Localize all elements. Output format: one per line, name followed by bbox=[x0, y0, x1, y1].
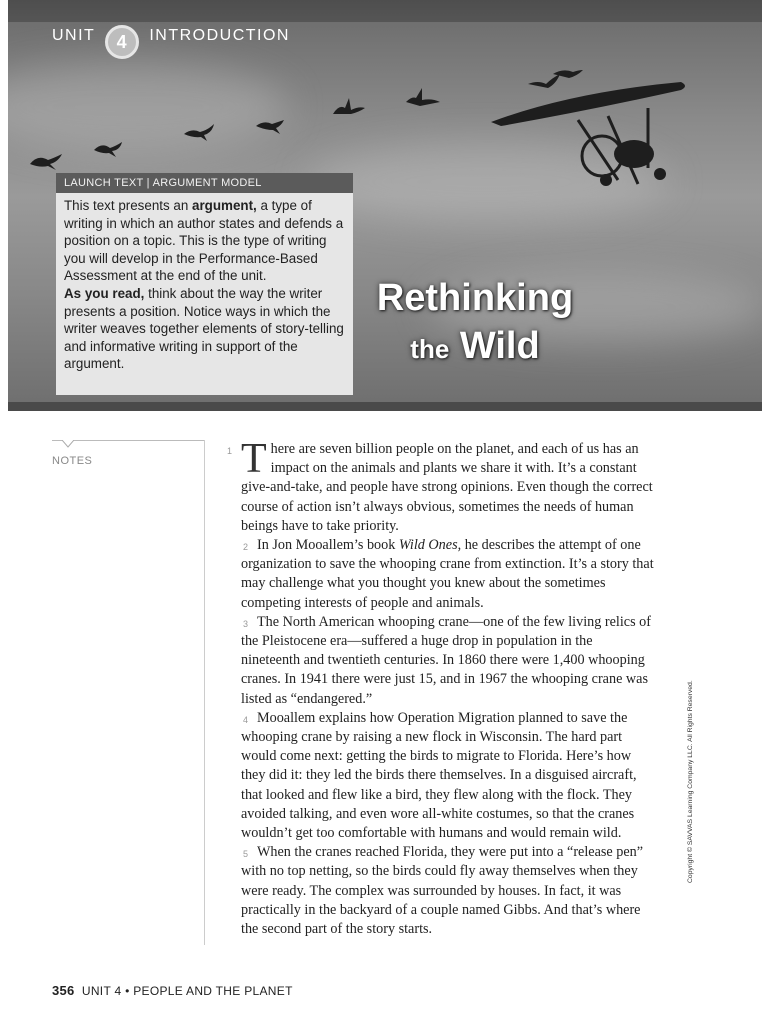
copyright-notice bbox=[683, 678, 695, 883]
drop-cap: T bbox=[241, 436, 267, 482]
unit-word: UNIT bbox=[52, 27, 96, 44]
paragraph-number: 5 bbox=[243, 849, 249, 860]
paragraph-4: 4 Mooallem explains how Operation Migration planned to save the whooping crane by raising a new flock in Wisconsin. The hard part would come next: getting the birds to migrate to Florida. Here’s how they did it: they led the birds there themselves. In a disguised aircraft, that looked and flew like a bird, they flew along with the flock. They avoided talking, and even wore all-white costumes, so that the cranes wouldn’t get too comfortable with humans and would remain wild. bbox=[241, 709, 655, 843]
notes-column-rule bbox=[204, 440, 205, 945]
paragraph-number: 2 bbox=[243, 542, 249, 553]
paragraph-1: 1 T here are seven billion people on the planet, and each of us has an impact on the animals and plants we share it with. It’s a constant give-and-take, and people have strong opinions. Even though the correct course of action isn’t always obvious, sometimes the needs of human beings have to take priority. bbox=[227, 436, 653, 534]
launch-description bbox=[64, 197, 350, 373]
banner-divider bbox=[8, 402, 762, 411]
unit-header bbox=[52, 24, 290, 52]
paragraph-3: 3 The North American whooping crane—one of the few living relics of the Pleistocene era—suffered a huge drop in population in the nineteenth and twentieth centuries. In 1860 there were 1,400 whooping cranes. In 1941 there were just 15, and in 1967 the whooping crane was listed as “endangered.” bbox=[241, 613, 655, 709]
launch-label: LAUNCH TEXT | ARGUMENT MODEL bbox=[56, 173, 353, 193]
title-line-1: Rethinking bbox=[376, 277, 574, 319]
page-number: 356 bbox=[52, 983, 75, 998]
article-body bbox=[227, 436, 655, 939]
page-title bbox=[360, 274, 590, 373]
notes-chevron-icon bbox=[62, 440, 74, 448]
paragraph-number: 1 bbox=[227, 446, 233, 456]
launch-intro: This text presents an argument, a type of writing in which an author states and defends a position on a topic. This is the type of writing you will develop in the Performance-Based Assessment at the end of the unit. bbox=[64, 198, 344, 284]
footer-unit-title: UNIT 4 • PEOPLE AND THE PLANET bbox=[81, 984, 293, 998]
section-title: INTRODUCTION bbox=[149, 27, 290, 44]
notes-label: NOTES bbox=[52, 455, 93, 467]
title-line-2: the Wild bbox=[410, 325, 540, 367]
launch-as-you-read: As you read, think about the way the writer presents a position. Notice ways in which the writer weaves together elements of story-telling and informative writing in support of the argument. bbox=[64, 285, 344, 372]
copyright-text: Copyright © SAVVAS Learning Company LLC. All Rights Reserved. bbox=[687, 680, 694, 883]
notes-top-rule bbox=[52, 440, 204, 441]
paragraph-number: 4 bbox=[243, 714, 249, 725]
paragraph-5: 5 When the cranes reached Florida, they were put into a “release pen” with no top netting, so the birds could fly away themselves when they were ready. The complex was surrounded by houses. In fact, it was practically in the backyard of a couple named Gibbs. And that’s where the second part of the story starts. bbox=[241, 843, 655, 939]
page-footer bbox=[52, 983, 293, 998]
unit-number-badge: 4 bbox=[105, 25, 139, 59]
paragraph-number: 3 bbox=[243, 618, 249, 629]
paragraph-2: 2 In Jon Mooallem’s book Wild Ones, he describes the attempt of one organization to save the whooping crane from extinction. It’s a story that may challenge what you thought you knew about the sometimes competing interests of people and animals. bbox=[241, 536, 655, 613]
